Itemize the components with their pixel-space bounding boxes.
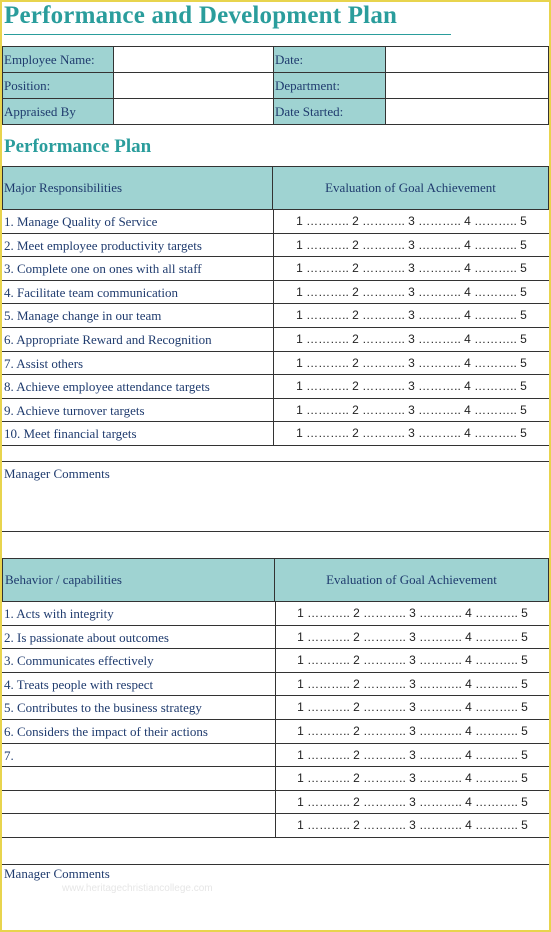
appraised-by-label: Appraised By: [2, 98, 114, 125]
document-title: Performance and Development Plan: [4, 2, 398, 29]
appraised-by-field[interactable]: [113, 98, 274, 125]
rating-scale[interactable]: 1 ……….. 2 ……….. 3 ……….. 4 ……….. 5: [273, 328, 549, 352]
rating-scale[interactable]: 1 ……….. 2 ……….. 3 ……….. 4 ……….. 5: [275, 696, 549, 720]
rating-scale[interactable]: 1 ……….. 2 ……….. 3 ……….. 4 ……….. 5: [275, 602, 549, 626]
rating-scale[interactable]: 1 ……….. 2 ……….. 3 ……….. 4 ……….. 5: [275, 814, 549, 838]
table-row-label: 9. Achieve turnover targets: [2, 399, 273, 423]
rating-scale[interactable]: 1 ……….. 2 ……….. 3 ……….. 4 ……….. 5: [275, 626, 549, 650]
rating-scale[interactable]: 1 ……….. 2 ……….. 3 ……….. 4 ……….. 5: [275, 720, 549, 744]
table-row-label: 2. Meet employee productivity targets: [2, 234, 273, 258]
rating-scale[interactable]: 1 ……….. 2 ……….. 3 ……….. 4 ……….. 5: [273, 352, 549, 376]
department-field[interactable]: [385, 72, 549, 99]
table-row-label: [2, 814, 275, 838]
rating-scale[interactable]: 1 ……….. 2 ……….. 3 ……….. 4 ……….. 5: [273, 375, 549, 399]
table-row-label: 7.: [2, 744, 275, 768]
rating-scale[interactable]: 1 ……….. 2 ……….. 3 ……….. 4 ……….. 5: [273, 399, 549, 423]
table-row-label: 4. Treats people with respect: [2, 673, 275, 697]
table-row-label: 5. Manage change in our team: [2, 304, 273, 328]
employee-name-field[interactable]: [113, 46, 274, 73]
table-row-label: 10. Meet financial targets: [2, 422, 273, 446]
date-field[interactable]: [385, 46, 549, 73]
date-label: Date:: [273, 46, 386, 73]
table-row-label: 1. Manage Quality of Service: [2, 210, 273, 234]
table-row-label: 4. Facilitate team communication: [2, 281, 273, 305]
rating-scale[interactable]: 1 ……….. 2 ……….. 3 ……….. 4 ……….. 5: [275, 791, 549, 815]
evaluation-header: Evaluation of Goal Achievement: [272, 166, 549, 210]
rating-scale[interactable]: 1 ……….. 2 ……….. 3 ……….. 4 ……….. 5: [275, 673, 549, 697]
rating-scale[interactable]: 1 ……….. 2 ……….. 3 ……….. 4 ……….. 5: [273, 281, 549, 305]
rating-scale[interactable]: 1 ……….. 2 ……….. 3 ……….. 4 ……….. 5: [273, 422, 549, 446]
title-underline: [4, 34, 451, 35]
watermark-text: www.heritagechristiancollege.com: [62, 883, 213, 894]
table-row-label: 6. Appropriate Reward and Recognition: [2, 328, 273, 352]
behavior-evaluation-header: Evaluation of Goal Achievement: [274, 558, 549, 602]
date-started-label: Date Started:: [273, 98, 386, 125]
divider: [2, 864, 549, 865]
rating-scale[interactable]: 1 ……….. 2 ……….. 3 ……….. 4 ……….. 5: [275, 649, 549, 673]
position-field[interactable]: [113, 72, 274, 99]
table-row-label: 5. Contributes to the business strategy: [2, 696, 275, 720]
divider: [2, 461, 549, 462]
table-row-label: 8. Achieve employee attendance targets: [2, 375, 273, 399]
table-row-label: [2, 791, 275, 815]
manager-comments-label: Manager Comments: [4, 466, 110, 481]
rating-scale[interactable]: 1 ……….. 2 ……….. 3 ……….. 4 ……….. 5: [273, 257, 549, 281]
table-row-label: 3. Communicates effectively: [2, 649, 275, 673]
behavior-header: Behavior / capabilities: [2, 558, 275, 602]
table-row-label: 1. Acts with integrity: [2, 602, 275, 626]
department-label: Department:: [273, 72, 386, 99]
rating-scale[interactable]: 1 ……….. 2 ……….. 3 ……….. 4 ……….. 5: [275, 767, 549, 791]
date-started-field[interactable]: [385, 98, 549, 125]
performance-plan-heading: Performance Plan: [4, 136, 152, 157]
table-row-label: 3. Complete one on ones with all staff: [2, 257, 273, 281]
rating-scale[interactable]: 1 ……….. 2 ……….. 3 ……….. 4 ……….. 5: [273, 210, 549, 234]
table-row-label: [2, 767, 275, 791]
table-row-label: 6. Considers the impact of their actions: [2, 720, 275, 744]
divider: [2, 531, 549, 532]
table-row-label: 2. Is passionate about outcomes: [2, 626, 275, 650]
major-responsibilities-header: Major Responsibilities: [2, 166, 273, 210]
table-row-label: 7. Assist others: [2, 352, 273, 376]
manager-comments-label: Manager Comments: [4, 866, 110, 881]
rating-scale[interactable]: 1 ……….. 2 ……….. 3 ……….. 4 ……….. 5: [273, 234, 549, 258]
rating-scale[interactable]: 1 ……….. 2 ……….. 3 ……….. 4 ……….. 5: [275, 744, 549, 768]
employee-name-label: Employee Name:: [2, 46, 114, 73]
position-label: Position:: [2, 72, 114, 99]
rating-scale[interactable]: 1 ……….. 2 ……….. 3 ……….. 4 ……….. 5: [273, 304, 549, 328]
